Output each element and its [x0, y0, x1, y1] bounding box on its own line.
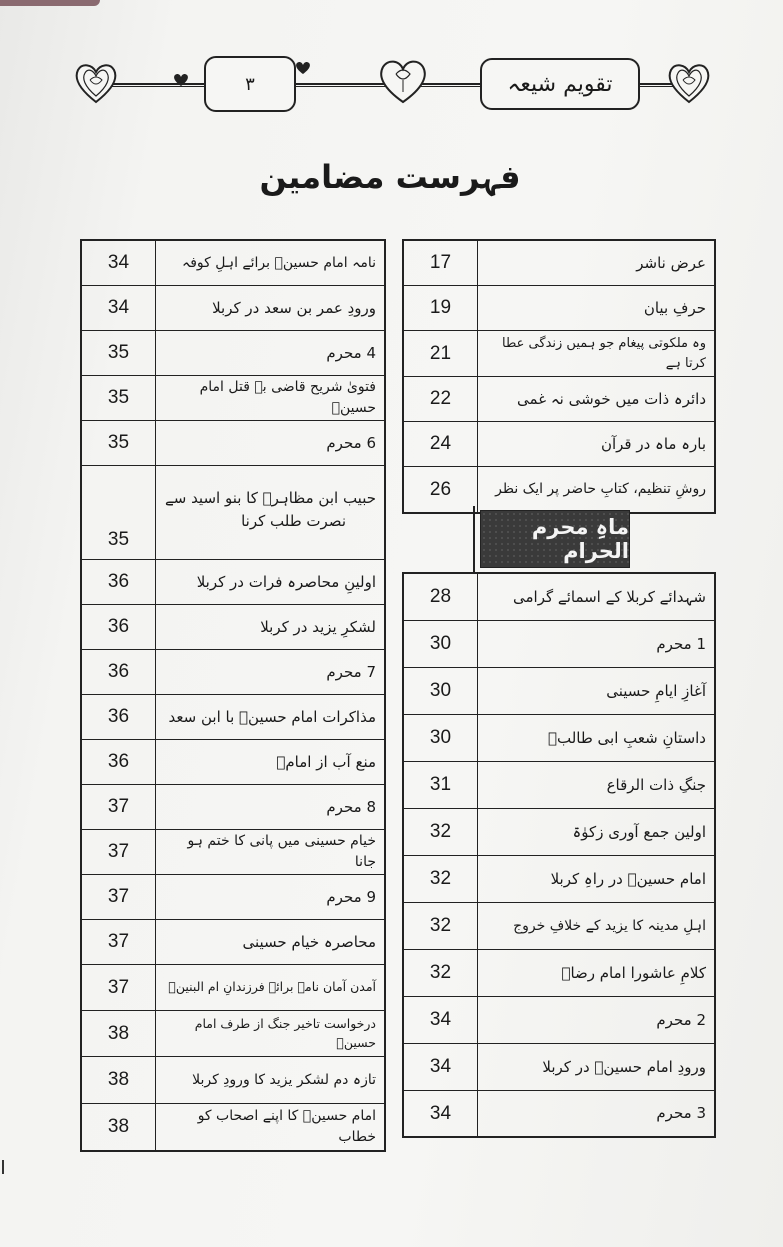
- toc-row: [404, 1091, 714, 1136]
- toc-entry-title: حرفِ بیان: [643, 298, 706, 317]
- heart-ornament-icon: [74, 62, 118, 104]
- toc-page-number: 36: [82, 740, 156, 784]
- toc-row: [82, 830, 384, 875]
- toc-row: [404, 422, 714, 467]
- toc-row: [404, 809, 714, 856]
- toc-page-number: 21: [404, 331, 478, 376]
- book-title-box: [480, 58, 640, 110]
- toc-page-number: 37: [82, 830, 156, 874]
- toc-entry-title: داستانِ شعبِ ابی طالبؑ: [547, 728, 706, 747]
- toc-row: [82, 1011, 384, 1057]
- toc-row: [404, 241, 714, 286]
- toc-row: [82, 421, 384, 466]
- toc-entry-title: 2 محرم: [656, 1010, 706, 1029]
- toc-row: [404, 286, 714, 331]
- toc-page-number: 37: [82, 965, 156, 1010]
- toc-page-number: 36: [82, 605, 156, 649]
- toc-row: [82, 650, 384, 695]
- toc-page-number: 34: [404, 1091, 478, 1136]
- toc-entry-title: 6 محرم: [326, 433, 376, 452]
- toc-entry-title: بارہ ماہ در قرآن: [600, 434, 706, 453]
- toc-entry-title: لشکرِ یزید در کربلا: [260, 617, 376, 636]
- toc-page-number: 19: [404, 286, 478, 330]
- toc-row: [404, 856, 714, 903]
- toc-entry-title: 7 محرم: [326, 662, 376, 681]
- toc-table-muharram: [402, 572, 716, 1138]
- toc-row: [82, 965, 384, 1011]
- toc-row: [404, 950, 714, 997]
- toc-entry-title: نامہ امام حسینؑ برائے اہلِ کوفہ: [182, 254, 376, 271]
- toc-entry-title: کلامِ عاشورا امام رضاؑ: [561, 963, 706, 982]
- toc-entry-title: محاصرہ خیام حسینی: [242, 932, 376, 951]
- toc-entry-title: 1 محرم: [656, 634, 706, 653]
- toc-entry-title: امام حسینؑ در راہِ کربلا: [550, 869, 706, 888]
- toc-row: [82, 1104, 384, 1150]
- small-heart-icon: [173, 72, 189, 86]
- toc-entry-title: امام حسینؑ کا اپنے اصحاب کو خطاب: [197, 1108, 376, 1145]
- page-edge-mark: [0, 0, 100, 6]
- toc-entry-title: تازہ دم لشکر یزید کا ورودِ کربلا: [192, 1071, 376, 1088]
- toc-entry-title: خیام حسینی میں پانی کا ختم ہو جانا: [187, 833, 376, 870]
- toc-row: [82, 241, 384, 286]
- toc-entry-title: درخواست تاخیر جنگ از طرف امام حسینؑ: [194, 1015, 376, 1050]
- toc-entry-title: اہلِ مدینہ کا یزید کے خلافِ خروج: [513, 917, 706, 934]
- toc-row: [82, 740, 384, 785]
- toc-entry-title: اولین جمع آوری زکوٰۃ: [572, 822, 706, 841]
- divider: [473, 506, 475, 572]
- toc-page-number: 35: [82, 466, 156, 559]
- toc-row: [82, 286, 384, 331]
- toc-entry-title: وہ ملکوتی پیغام جو ہمیں زندگی عطا کرتا ہے: [502, 336, 706, 371]
- book-title: تقویم شیعہ: [507, 71, 613, 97]
- toc-page-number: 35: [82, 331, 156, 375]
- toc-page-number: 32: [404, 950, 478, 996]
- toc-entry-title: ورودِ عمر بن سعد در کربلا: [212, 298, 376, 317]
- toc-entry-title: شہدائے کربلا کے اسمائے گرامی: [513, 587, 706, 606]
- toc-page-number: 36: [82, 650, 156, 694]
- toc-row: [82, 695, 384, 740]
- toc-page-number: 28: [404, 574, 478, 620]
- toc-entry-title: دائرہ ذات میں خوشی نہ غمی: [517, 389, 706, 408]
- toc-page-number: 30: [404, 715, 478, 761]
- toc-page-number: 32: [404, 903, 478, 949]
- toc-entry-title: آغازِ ایامِ حسینی: [606, 681, 706, 700]
- toc-row: [404, 331, 714, 377]
- section-banner-muharram: ماہِ محرم الحرام: [480, 510, 630, 568]
- toc-page-number: 30: [404, 621, 478, 667]
- toc-page-number: 35: [82, 421, 156, 465]
- toc-table-intro: [402, 239, 716, 514]
- toc-page-number: 37: [82, 875, 156, 919]
- toc-row: [404, 574, 714, 621]
- toc-row: [404, 377, 714, 422]
- toc-entry-title-line2: نصرت طلب کرنا: [241, 511, 346, 530]
- toc-page-number: 34: [404, 1044, 478, 1090]
- toc-row: [82, 331, 384, 376]
- toc-page-number: 34: [82, 241, 156, 285]
- toc-page-number: 36: [82, 695, 156, 739]
- toc-row: [82, 560, 384, 605]
- toc-page-number: 24: [404, 422, 478, 466]
- toc-row: [404, 1044, 714, 1091]
- toc-page-number: 36: [82, 560, 156, 604]
- toc-entry-title: 3 محرم: [656, 1104, 706, 1123]
- toc-entry-title: منع آب از امامؑ: [276, 752, 376, 771]
- margin-mark: [2, 1160, 4, 1174]
- toc-entry-title: روشِ تنظیم، کتابِ حاضر پر ایک نظر: [495, 481, 706, 497]
- toc-row: [404, 997, 714, 1044]
- toc-row: [82, 920, 384, 965]
- toc-row: [404, 903, 714, 950]
- toc-entry-title: آمدن آمان نامہ برائے فرزندانِ ام البنینؑ: [168, 979, 376, 995]
- toc-page-number: 34: [82, 286, 156, 330]
- toc-row: [82, 605, 384, 650]
- toc-page-number: 32: [404, 856, 478, 902]
- toc-page-number: 35: [82, 376, 156, 420]
- toc-row: [404, 621, 714, 668]
- header-ornament: [70, 50, 715, 120]
- toc-row: [82, 376, 384, 421]
- toc-row: [82, 875, 384, 920]
- toc-page-number: 38: [82, 1011, 156, 1056]
- toc-entry-title: 9 محرم: [326, 887, 376, 906]
- toc-entry-title: 4 محرم: [326, 343, 376, 362]
- page-number: ٣: [245, 73, 255, 95]
- toc-entry-title: اولینِ محاصرہ فرات در کربلا: [196, 572, 376, 591]
- toc-row: [404, 668, 714, 715]
- toc-entry-title: 8 محرم: [326, 797, 376, 816]
- toc-page-number: 37: [82, 785, 156, 829]
- toc-entry-title: فتویٰ شریح قاضی بہ قتل امام حسینؑ: [199, 379, 376, 416]
- toc-row: [404, 715, 714, 762]
- heart-ornament-icon: [667, 62, 711, 104]
- toc-entry-title: ورودِ امام حسینؑ در کربلا: [542, 1057, 706, 1076]
- toc-row: [404, 467, 714, 512]
- toc-row: [82, 785, 384, 830]
- toc-entry-title: عرض ناشر: [636, 253, 706, 272]
- toc-page-number: 34: [404, 997, 478, 1043]
- toc-page-number: 17: [404, 241, 478, 285]
- toc-page-number: 38: [82, 1104, 156, 1150]
- heart-ornament-icon: [378, 58, 428, 104]
- toc-entry-title: مذاکرات امام حسینؑ با ابن سعد: [168, 707, 376, 726]
- toc-page-number: 38: [82, 1057, 156, 1103]
- toc-entry-title-line1: حبیب ابن مظاہرؓ کا بنو اسید سے: [164, 489, 376, 507]
- toc-row: [404, 762, 714, 809]
- toc-row: [82, 1057, 384, 1104]
- toc-page-number: 26: [404, 467, 478, 512]
- toc-row: [82, 466, 384, 560]
- toc-entry-title: جنگِ ذات الرقاع: [606, 775, 706, 794]
- toc-page-number: 31: [404, 762, 478, 808]
- toc-table-continued: [80, 239, 386, 1152]
- page-title: فہرست مضامین: [259, 158, 521, 196]
- toc-page-number: 22: [404, 377, 478, 421]
- toc-page-number: 30: [404, 668, 478, 714]
- toc-entry-title: [156, 466, 384, 559]
- toc-page-number: 32: [404, 809, 478, 855]
- toc-page-number: 37: [82, 920, 156, 964]
- small-heart-icon: [295, 60, 311, 74]
- page-number-box: [204, 56, 296, 112]
